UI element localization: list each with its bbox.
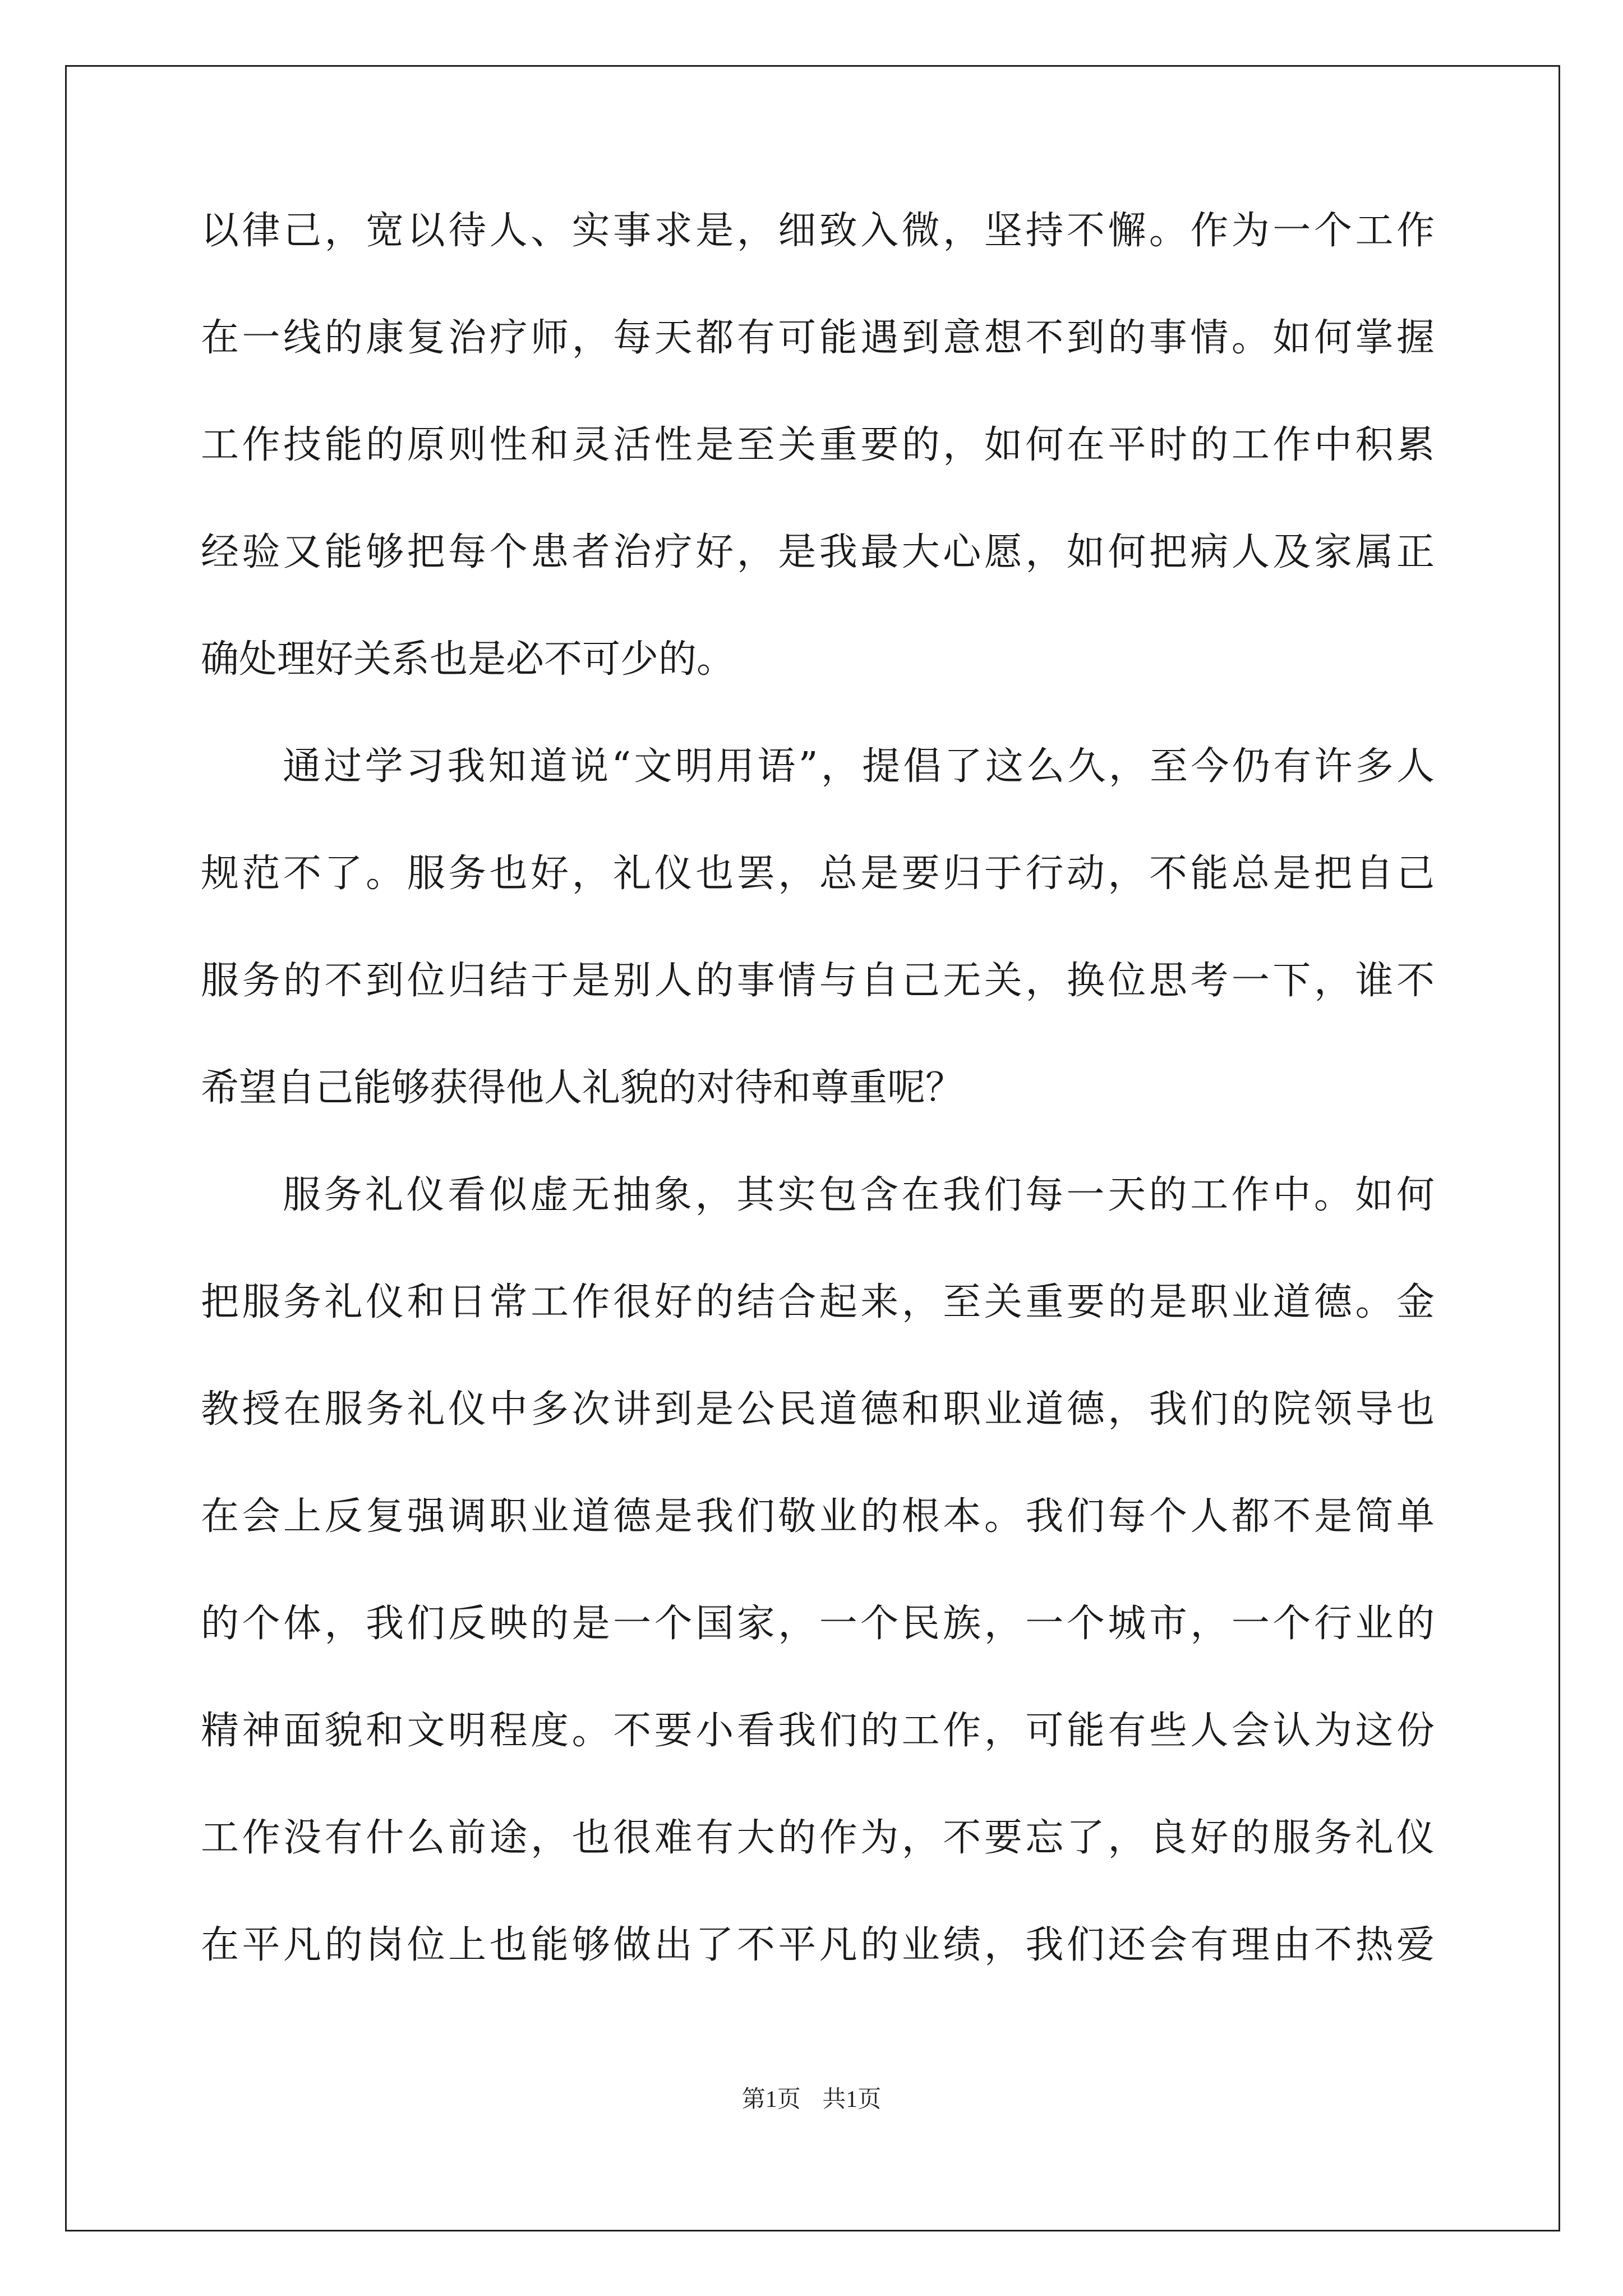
page-footer bbox=[0, 2086, 1623, 2114]
text-line: 规范不了。服务也好，礼仪也罢，总是要归于行动，不能总是把自己 bbox=[201, 852, 1435, 896]
text-line: 工作技能的原则性和灵活性是至关重要的，如何在平时的工作中积累 bbox=[201, 423, 1435, 467]
page-number: 第1页 bbox=[741, 2087, 801, 2113]
text-line: 在一线的康复治疗师，每天都有可能遇到意想不到的事情。如何掌握 bbox=[201, 316, 1435, 360]
text-line: 在会上反复强调职业道德是我们敬业的根本。我们每个人都不是简单 bbox=[201, 1494, 1435, 1539]
text-line: 的个体，我们反映的是一个国家，一个民族，一个城市，一个行业的 bbox=[201, 1602, 1435, 1646]
text-line: 服务礼仪看似虚无抽象，其实包含在我们每一天的工作中。如何 bbox=[283, 1173, 1435, 1217]
text-line: 把服务礼仪和日常工作很好的结合起来，至关重要的是职业道德。金 bbox=[201, 1280, 1435, 1324]
text-line: 在平凡的岗位上也能够做出了不平凡的业绩，我们还会有理由不热爱 bbox=[201, 1923, 1435, 1967]
text-line: 希望自己能够获得他人礼貌的对待和尊重呢？ bbox=[201, 1066, 964, 1110]
text-line: 通过学习我知道说“文明用语”，提倡了这么久，至今仍有许多人 bbox=[283, 744, 1435, 789]
text-line: 教授在服务礼仪中多次讲到是公民道德和职业道德，我们的院领导也 bbox=[201, 1387, 1435, 1432]
text-line: 确处理好关系也是必不可少的。 bbox=[201, 637, 735, 682]
text-line: 以律己，宽以待人、实事求是，细致入微，坚持不懈。作为一个工作 bbox=[201, 209, 1435, 253]
text-line: 精神面貌和文明程度。不要小看我们的工作，可能有些人会认为这份 bbox=[201, 1709, 1435, 1753]
text-line: 经验又能够把每个患者治疗好，是我最大心愿，如何把病人及家属正 bbox=[201, 530, 1435, 574]
text-line: 服务的不到位归结于是别人的事情与自己无关，换位思考一下，谁不 bbox=[201, 959, 1435, 1003]
page-total: 共1页 bbox=[822, 2087, 882, 2113]
document-body bbox=[201, 209, 1435, 2033]
text-line: 工作没有什么前途，也很难有大的作为，不要忘了，良好的服务礼仪 bbox=[201, 1816, 1435, 1860]
